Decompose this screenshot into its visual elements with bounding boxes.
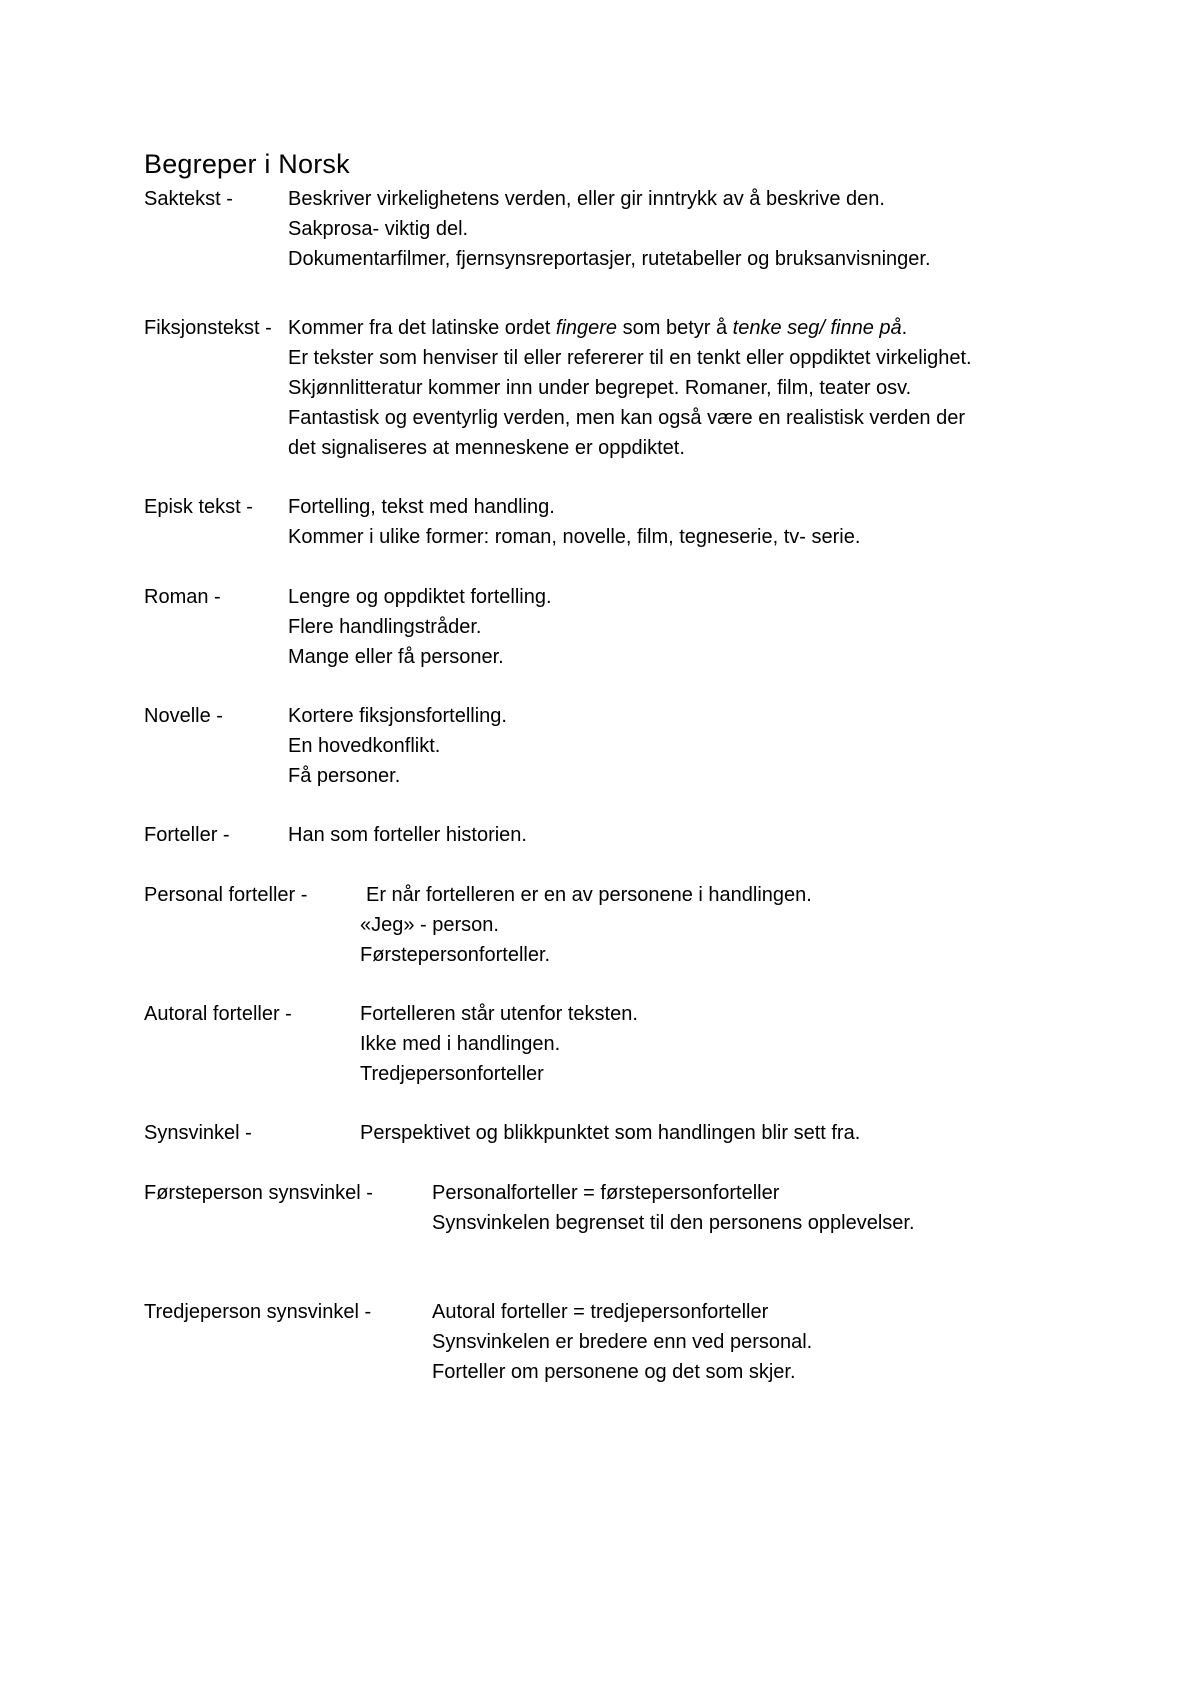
- definition-line: Mange eller få personer.: [288, 646, 504, 668]
- definition-line: Kortere fiksjonsfortelling.: [288, 705, 507, 727]
- definition-line: Synsvinkelen er bredere enn ved personal.: [432, 1331, 813, 1353]
- definition-line: Få personer.: [288, 765, 401, 787]
- definition-line: Kommer i ulike former: roman, novelle, film, tegneserie, tv- serie.: [288, 526, 861, 548]
- page-title: Begreper i Norsk: [144, 149, 350, 179]
- definition-line: Forteller om personene og det som skjer.: [432, 1361, 796, 1383]
- italic-term: fingere: [555, 317, 618, 339]
- term-label: Førsteperson synsvinkel -: [144, 1182, 373, 1204]
- definition-line: Personalforteller = førstepersonforteller: [432, 1182, 780, 1204]
- definition-line: Er når fortelleren er en av personene i handlingen.: [366, 884, 812, 906]
- definition: [360, 999, 638, 1089]
- definition-line: Synsvinkelen begrenset til den personens opplevelser.: [432, 1212, 915, 1234]
- italic-phrase: tenke seg/ finne på: [732, 317, 902, 339]
- definition-line: Autoral forteller = tredjepersonforteller: [432, 1301, 769, 1323]
- term-label: Roman -: [144, 586, 221, 608]
- definition: [288, 184, 931, 274]
- definition: [432, 1297, 812, 1387]
- definition-line: Kommer fra det latinske ordet fingere som betyr å tenke seg/ finne på.: [288, 317, 908, 339]
- definition-line: Er tekster som henviser til eller refererer til en tenkt eller oppdiktet virkelighet.: [288, 347, 972, 369]
- definition-line: «Jeg» - person.: [360, 914, 499, 936]
- definition-line: Førstepersonforteller.: [360, 944, 551, 966]
- definition-line: Fortelling, tekst med handling.: [288, 496, 555, 518]
- definition: [288, 582, 552, 672]
- definition-line: Perspektivet og blikkpunktet som handlingen blir sett fra.: [360, 1122, 861, 1144]
- definition-line: Dokumentarfilmer, fjernsynsreportasjer, rutetabeller og bruksanvisninger.: [288, 248, 931, 270]
- term-label: Synsvinkel -: [144, 1122, 252, 1144]
- term-label: Autoral forteller -: [144, 1003, 292, 1025]
- definition-line: Sakprosa- viktig del.: [288, 218, 469, 240]
- definition: [360, 1118, 860, 1148]
- definition-line: Ikke med i handlingen.: [360, 1033, 561, 1055]
- definition-line: det signaliseres at menneskene er oppdiktet.: [288, 437, 685, 459]
- definition-line: Lengre og oppdiktet fortelling.: [288, 586, 552, 608]
- term-label: Forteller -: [144, 824, 230, 846]
- term-label: Novelle -: [144, 705, 223, 727]
- definition-line: Fantastisk og eventyrlig verden, men kan også være en realistisk verden der: [288, 407, 966, 429]
- definition-line: Tredjepersonforteller: [360, 1063, 544, 1085]
- term-label: Fiksjonstekst -: [144, 317, 272, 339]
- definition: [432, 1178, 915, 1238]
- definition: [288, 820, 527, 850]
- term-label: Saktekst -: [144, 188, 233, 210]
- definition: [288, 701, 507, 791]
- definition-line: Fortelleren står utenfor teksten.: [360, 1003, 638, 1025]
- definition-line: Skjønnlitteratur kommer inn under begrepet. Romaner, film, teater osv.: [288, 377, 912, 399]
- definition-line: Beskriver virkelighetens verden, eller gir inntrykk av å beskrive den.: [288, 188, 885, 210]
- definition-line: Han som forteller historien.: [288, 824, 527, 846]
- term-label: Personal forteller -: [144, 884, 308, 906]
- definition-line: Flere handlingstråder.: [288, 616, 482, 638]
- definition-line: En hovedkonflikt.: [288, 735, 441, 757]
- term-label: Tredjeperson synsvinkel -: [144, 1301, 372, 1323]
- definition: [360, 880, 812, 970]
- definition: [288, 492, 860, 552]
- definition: [288, 313, 972, 463]
- term-label: Episk tekst -: [144, 496, 253, 518]
